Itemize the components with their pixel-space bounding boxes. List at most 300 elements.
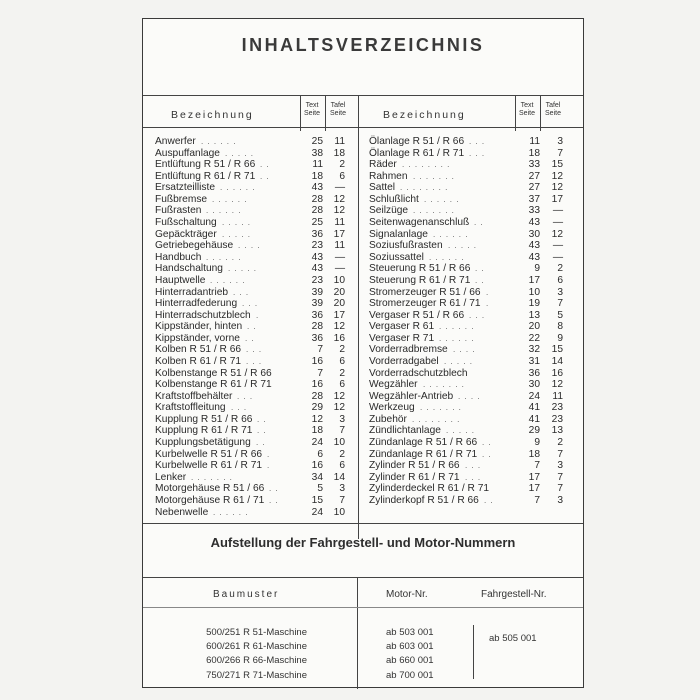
center-column-rule xyxy=(358,95,359,539)
toc-entry xyxy=(155,229,351,241)
toc-entry-text-page: 17 xyxy=(528,483,540,495)
toc-entry-tafel-page: 3 xyxy=(557,286,563,298)
toc-entry-leader: . . . xyxy=(246,345,263,355)
toc-entry-text-page: 6 xyxy=(317,448,323,460)
toc-entry-name: Kolbenstange R 51 / R 66 xyxy=(155,367,272,379)
toc-entry-name: Ölanlage R 61 / R 71 xyxy=(369,147,465,159)
motor-number: ab 603 001 xyxy=(386,641,434,653)
toc-entry-leader: . . xyxy=(482,438,492,448)
toc-entry-leader: . . . . . . xyxy=(433,229,469,239)
toc-entry-tafel-page: 2 xyxy=(339,344,345,356)
toc-entry-text-page: 7 xyxy=(317,344,323,356)
toc-entry-name: Kupplung R 51 / R 66 xyxy=(155,413,253,425)
toc-entry-leader: . . xyxy=(474,218,484,228)
toc-entry xyxy=(155,148,351,160)
toc-entry xyxy=(155,205,351,217)
toc-entry xyxy=(369,240,579,252)
toc-entry-text-page: 28 xyxy=(311,390,323,402)
toc-entry-text-page: 7 xyxy=(317,367,323,379)
toc-entry-name: Vorderradgabel xyxy=(369,355,439,367)
toc-entry-leader: . . . . . . xyxy=(439,322,475,332)
toc-entry-tafel-page: 7 xyxy=(557,471,563,483)
toc-entry xyxy=(155,321,351,333)
toc-entry-name: Auspuffanlage xyxy=(155,147,220,159)
toc-entry-text-page: 13 xyxy=(528,309,540,321)
toc-entry xyxy=(369,217,579,229)
toc-entry-leader: . . xyxy=(269,495,279,505)
toc-entry-name: Kraftstoffleitung xyxy=(155,402,226,414)
toc-entry xyxy=(369,298,579,310)
toc-entry-text-page: 7 xyxy=(534,494,540,506)
toc-entry-tafel-page: 7 xyxy=(557,448,563,460)
toc-entry xyxy=(155,356,351,368)
toc-entry-text-page: 18 xyxy=(311,170,323,182)
toc-entry-tafel-page: 3 xyxy=(557,494,563,506)
toc-entry-name: Vorderradschutzblech xyxy=(369,367,468,379)
toc-entry-name: Zündanlage R 51 / R 66 xyxy=(369,437,478,449)
toc-entry-leader: . . . xyxy=(465,472,482,482)
toc-entry-leader: . . . . . . xyxy=(220,183,256,193)
toc-entry-leader: . . xyxy=(256,438,266,448)
toc-entry-tafel-page: 12 xyxy=(333,390,345,402)
toc-entry xyxy=(369,414,579,426)
toc-entry-tafel-page: 2 xyxy=(339,367,345,379)
toc-entry xyxy=(369,287,579,299)
toc-entry-text-page: 43 xyxy=(528,251,540,263)
toc-entry-name: Vergaser R 71 xyxy=(369,332,435,344)
toc-entry xyxy=(369,136,579,148)
toc-entry-text-page: 38 xyxy=(311,147,323,159)
toc-entry-text-page: 11 xyxy=(529,136,540,147)
toc-entry-text-page: 32 xyxy=(528,344,540,356)
toc-entry-text-page: 34 xyxy=(311,471,323,483)
toc-entry-name: Zylinderkopf R 51 / R 66 xyxy=(369,494,479,506)
toc-entry-tafel-page: 6 xyxy=(339,355,345,367)
toc-entry-tafel-page: 11 xyxy=(552,390,563,402)
right-tafel-header xyxy=(541,102,565,118)
toc-entry-leader: . . xyxy=(257,414,267,424)
toc-entry xyxy=(155,310,351,322)
toc-entry-tafel-page: 6 xyxy=(339,379,345,391)
toc-entry xyxy=(369,379,579,391)
toc-entry-tafel-page: 15 xyxy=(551,159,563,171)
toc-entry-leader: . . . . . xyxy=(448,241,478,251)
toc-entry-leader: . . . . . . xyxy=(439,333,475,343)
toc-entry-text-page: 18 xyxy=(311,425,323,437)
toc-entry-leader: . . . . . . . xyxy=(191,472,233,482)
toc-entry xyxy=(369,472,579,484)
toc-entry-leader: . . . xyxy=(237,391,254,401)
toc-entry-text-page: 15 xyxy=(311,494,323,506)
toc-entry xyxy=(369,310,579,322)
toc-entry-tafel-page: 7 xyxy=(557,147,563,159)
toc-entry-name: Handschaltung xyxy=(155,263,223,275)
toc-entry-tafel-page: 16 xyxy=(333,332,345,344)
left-tafel-header-1: Tafel xyxy=(330,102,346,109)
toc-entry-name: Vorderradbremse xyxy=(369,344,448,356)
toc-entry-tafel-page: 3 xyxy=(339,413,345,425)
toc-entry-name: Kurbelwelle R 51 / R 66 xyxy=(155,448,263,460)
toc-entry-name: Motorgehäuse R 61 / 71 xyxy=(155,494,265,506)
toc-entry-text-page: 43 xyxy=(311,263,323,275)
toc-entry-text-page: 24 xyxy=(311,506,323,518)
toc-entry-tafel-page: 17 xyxy=(333,228,345,240)
toc-entry xyxy=(369,356,579,368)
toc-entry xyxy=(369,321,579,333)
toc-entry-leader: . . xyxy=(269,484,279,494)
toc-entry xyxy=(369,449,579,461)
toc-entry-text-page: 29 xyxy=(528,425,540,437)
toc-entry-leader: . xyxy=(486,299,490,309)
toc-entry-text-page: 30 xyxy=(528,379,540,391)
toc-entry-tafel-page: 18 xyxy=(333,147,345,159)
document-page xyxy=(142,18,584,688)
toc-entry-leader: . . xyxy=(475,275,485,285)
toc-entry-tafel-page: 5 xyxy=(557,309,563,321)
toc-entry-leader: . xyxy=(267,449,271,459)
toc-entry-text-page: 16 xyxy=(311,460,323,472)
toc-entry-text-page: 33 xyxy=(528,159,540,171)
toc-entry-name: Zylinder R 51 / R 66 xyxy=(369,460,460,472)
toc-entry-name: Rahmen xyxy=(369,170,408,182)
toc-entry-leader: . . . . xyxy=(458,391,481,401)
toc-entry xyxy=(369,275,579,287)
toc-entry-text-page: 43 xyxy=(528,240,540,252)
toc-entry-name: Zündlichtanlage xyxy=(369,425,441,437)
toc-entry-leader: . . . . . xyxy=(222,229,252,239)
toc-entry-name: Anwerfer xyxy=(155,136,196,147)
toc-entry xyxy=(155,275,351,287)
toc-entry-name: Soziussattel xyxy=(369,251,424,263)
toc-entry xyxy=(369,495,579,507)
toc-entry-leader: . . . xyxy=(465,461,482,471)
right-tafel-header-1: Tafel xyxy=(545,102,561,109)
toc-entry-name: Vergaser R 61 xyxy=(369,321,435,333)
toc-entry-text-page: 17 xyxy=(528,471,540,483)
toc-entry-tafel-page: 16 xyxy=(551,367,563,379)
toc-entry-tafel-page: 12 xyxy=(333,402,345,414)
toc-entry-text-page: 39 xyxy=(311,298,323,310)
toc-entry-text-page: 43 xyxy=(311,251,323,263)
toc-entry-leader: . . . . . . . . xyxy=(400,183,449,193)
toc-entry-text-page: 41 xyxy=(528,402,540,414)
toc-entry-text-page: 28 xyxy=(311,205,323,217)
toc-entry-tafel-page: — xyxy=(334,251,345,263)
toc-entry-tafel-page: 10 xyxy=(333,274,345,286)
toc-entry-leader: . . . xyxy=(231,403,248,413)
toc-entry-tafel-page: — xyxy=(552,217,563,229)
toc-entry-text-page: 7 xyxy=(534,460,540,472)
toc-entry-leader: . . . . . . xyxy=(210,275,246,285)
toc-entry-text-page: 36 xyxy=(311,228,323,240)
toc-entry xyxy=(369,263,579,275)
toc-entry-name: Zündanlage R 61 / R 71 xyxy=(369,448,478,460)
toc-entry xyxy=(369,425,579,437)
toc-entry xyxy=(369,194,579,206)
toc-entry-text-page: 28 xyxy=(311,321,323,333)
toc-entry-text-page: 5 xyxy=(317,483,323,495)
toc-entry-text-page: 23 xyxy=(311,240,323,252)
toc-entry xyxy=(369,368,579,380)
toc-entry xyxy=(155,425,351,437)
toc-entry xyxy=(155,159,351,171)
toc-entry-leader: . . . . . xyxy=(446,426,476,436)
toc-entry-tafel-page: — xyxy=(552,205,563,217)
toc-entry-leader: . . xyxy=(484,495,494,505)
toc-entry-text-page: 9 xyxy=(534,263,540,275)
toc-entry-leader: . . . . . . . . xyxy=(412,414,461,424)
toc-entry-text-page: 31 xyxy=(528,355,540,367)
toc-entry xyxy=(369,333,579,345)
toc-entry-tafel-page: 12 xyxy=(333,193,345,205)
toc-entry-leader: . . . xyxy=(246,356,263,366)
model-name: 500/251 R 51-Maschine xyxy=(206,627,307,638)
toc-entry-tafel-page: 23 xyxy=(551,413,563,425)
toc-entry xyxy=(155,333,351,345)
toc-entry-tafel-page: 9 xyxy=(557,332,563,344)
toc-entry-leader: . . . . . . . xyxy=(420,403,462,413)
toc-entry-tafel-page: 2 xyxy=(557,437,563,449)
toc-entry xyxy=(369,344,579,356)
divider xyxy=(143,95,583,96)
toc-entry xyxy=(369,483,579,495)
toc-entry-text-page: 28 xyxy=(311,193,323,205)
toc-entry xyxy=(369,437,579,449)
left-name-header: Bezeichnung xyxy=(171,109,254,121)
toc-entry-name: Steuerung R 51 / R 66 xyxy=(369,263,471,275)
toc-entry-text-page: 19 xyxy=(528,298,540,310)
toc-entry-text-page: 41 xyxy=(528,413,540,425)
toc-entry-name: Zubehör xyxy=(369,413,407,425)
toc-entry-name: Wegzähler xyxy=(369,379,418,391)
toc-entry-text-page: 30 xyxy=(528,228,540,240)
right-tafel-rule xyxy=(540,95,541,131)
toc-entry xyxy=(155,136,351,148)
toc-entry-tafel-page: 14 xyxy=(333,471,345,483)
left-text-header-2: Seite xyxy=(304,110,320,117)
fahrgestell-value: ab 505 001 xyxy=(489,633,537,644)
toc-entry xyxy=(155,217,351,229)
left-tafel-rule xyxy=(325,95,326,131)
toc-entry-leader: . . . . . . xyxy=(429,252,465,262)
toc-entry xyxy=(369,171,579,183)
toc-entry-text-page: 29 xyxy=(311,402,323,414)
toc-entry-text-page: 36 xyxy=(528,367,540,379)
toc-entry-name: Räder xyxy=(369,159,397,171)
toc-entry-tafel-page: 12 xyxy=(333,321,345,333)
toc-entry-name: Fußrasten xyxy=(155,205,202,217)
toc-entry-tafel-page: 23 xyxy=(551,402,563,414)
page-title: INHALTSVERZEICHNIS xyxy=(241,35,485,55)
toc-entry-name: Kolben R 51 / R 66 xyxy=(155,344,242,356)
toc-entry xyxy=(155,194,351,206)
toc-entry-name: Hinterradantrieb xyxy=(155,286,229,298)
right-text-header-2: Seite xyxy=(519,110,535,117)
toc-entry-leader: . . . . . xyxy=(444,356,474,366)
toc-entry xyxy=(369,402,579,414)
toc-entry-tafel-page: 8 xyxy=(557,321,563,333)
toc-entry-name: Werkzeug xyxy=(369,402,415,414)
left-text-header xyxy=(301,102,323,118)
toc-entry-leader: . . xyxy=(257,426,267,436)
toc-entry-leader: . . . . . . xyxy=(212,194,248,204)
toc-entry-name: Entlüftung R 61 / R 71 xyxy=(155,170,256,182)
toc-entry-tafel-page: 3 xyxy=(557,136,563,147)
toc-entry-name: Getriebegehäuse xyxy=(155,240,234,252)
left-tafel-header-2: Seite xyxy=(330,110,346,117)
toc-entry-text-page: 33 xyxy=(528,205,540,217)
toc-entry xyxy=(155,483,351,495)
toc-entry-name: Vergaser R 51 / R 66 xyxy=(369,309,465,321)
section-title: Aufstellung der Fahrgestell- und Motor-Nummern xyxy=(210,535,516,550)
toc-entry-name: Steuerung R 61 / R 71 xyxy=(369,274,471,286)
motor-nr-header: Motor-Nr. xyxy=(386,589,428,600)
toc-entry-leader: . . . . . . . xyxy=(423,380,465,390)
toc-entry-leader: . . . . . xyxy=(225,148,255,158)
toc-entry-name: Schlußlicht xyxy=(369,193,419,205)
toc-entry-tafel-page: 11 xyxy=(334,136,345,147)
toc-entry-tafel-page: 7 xyxy=(339,425,345,437)
toc-entry-name: Zylinderdeckel R 61 / R 71 xyxy=(369,483,490,495)
toc-entry-text-page: 23 xyxy=(311,274,323,286)
toc-entry-tafel-page: 6 xyxy=(557,274,563,286)
right-entry-list xyxy=(369,136,579,507)
toc-entry-tafel-page: — xyxy=(334,263,345,275)
toc-entry-leader: . . xyxy=(245,333,255,343)
toc-entry-name: Kurbelwelle R 61 / R 71 xyxy=(155,460,263,472)
toc-entry xyxy=(155,368,351,380)
toc-entry-leader: . . . xyxy=(469,310,486,320)
toc-entry-name: Kolbenstange R 61 / R 71 xyxy=(155,379,272,391)
toc-entry-name: Ersatzteilliste xyxy=(155,182,216,194)
toc-entry-leader: . . . . xyxy=(453,345,476,355)
left-text-header-1: Text xyxy=(305,102,319,109)
toc-entry-tafel-page: 2 xyxy=(339,448,345,460)
toc-entry-text-page: 27 xyxy=(528,182,540,194)
toc-entry-name: Soziusfußrasten xyxy=(369,240,443,252)
toc-entry-tafel-page: 12 xyxy=(551,182,563,194)
left-entry-list xyxy=(155,136,351,518)
toc-entry-text-page: 12 xyxy=(311,413,323,425)
toc-entry-tafel-page: 10 xyxy=(333,506,345,518)
model-name: 600/266 R 66-Maschine xyxy=(206,655,307,667)
toc-entry xyxy=(155,252,351,264)
toc-entry-tafel-page: 6 xyxy=(339,170,345,182)
toc-entry-name: Nebenwelle xyxy=(155,506,209,518)
fahrgestell-brace xyxy=(473,625,474,679)
toc-entry-tafel-page: 6 xyxy=(339,460,345,472)
toc-entry-leader: . . xyxy=(247,322,257,332)
toc-entry-tafel-page: — xyxy=(552,240,563,252)
toc-entry-text-page: 27 xyxy=(528,170,540,182)
toc-entry xyxy=(155,472,351,484)
toc-entry xyxy=(155,437,351,449)
toc-entry-name: Kupplungsbetätigung xyxy=(155,437,251,449)
toc-entry-tafel-page: 17 xyxy=(333,309,345,321)
toc-entry xyxy=(155,449,351,461)
toc-entry-name: Fußschaltung xyxy=(155,217,217,229)
table-top-divider xyxy=(143,577,583,578)
toc-entry-name: Wegzähler-Antrieb xyxy=(369,390,454,402)
toc-entry-name: Hinterradschutzblech xyxy=(155,309,251,321)
toc-entry-leader: . . xyxy=(260,171,270,181)
toc-entry-leader: . xyxy=(486,287,490,297)
toc-entry-tafel-page: 12 xyxy=(551,228,563,240)
toc-entry-leader: . . . . . . xyxy=(206,206,242,216)
toc-entry-name: Signalanlage xyxy=(369,228,428,240)
right-text-rule xyxy=(515,95,516,131)
toc-entry-leader: . . . . . . xyxy=(206,252,242,262)
toc-entry-leader: . . xyxy=(475,264,485,274)
motor-number: ab 503 001 xyxy=(386,627,434,638)
toc-entry-tafel-page: 13 xyxy=(551,425,563,437)
toc-entry xyxy=(155,263,351,275)
right-text-header xyxy=(516,102,538,118)
right-name-header: Bezeichnung xyxy=(383,109,466,121)
model-name: 600/261 R 61-Maschine xyxy=(206,641,307,653)
toc-entry xyxy=(155,495,351,507)
toc-entry xyxy=(369,391,579,403)
toc-entry-name: Ölanlage R 51 / R 66 xyxy=(369,136,465,147)
toc-entry-leader: . . . . . . xyxy=(424,194,460,204)
toc-entry-tafel-page: 14 xyxy=(551,355,563,367)
toc-entry xyxy=(369,148,579,160)
toc-entry-text-page: 10 xyxy=(528,286,540,298)
header-divider xyxy=(143,127,583,128)
toc-entry-tafel-page: 20 xyxy=(333,286,345,298)
toc-entry-text-page: 22 xyxy=(528,332,540,344)
toc-entry-name: Hinterradfederung xyxy=(155,298,238,310)
toc-entry-name: Kupplung R 61 / R 71 xyxy=(155,425,253,437)
toc-entry-tafel-page: 2 xyxy=(557,263,563,275)
left-tafel-header xyxy=(326,102,350,118)
toc-entry-leader: . . . . . . . xyxy=(413,171,455,181)
toc-entry xyxy=(155,298,351,310)
toc-entry-tafel-page: — xyxy=(552,251,563,263)
toc-entry xyxy=(155,402,351,414)
toc-entry-name: Hauptwelle xyxy=(155,274,206,286)
toc-entry-text-page: 20 xyxy=(528,321,540,333)
toc-entry-name: Fußbremse xyxy=(155,193,208,205)
toc-entry xyxy=(155,414,351,426)
toc-entry xyxy=(155,182,351,194)
toc-entry-name: Stromerzeuger R 61 / 71 xyxy=(369,298,481,310)
toc-entry-name: Kolben R 61 / R 71 xyxy=(155,355,242,367)
toc-entry-name: Kraftstoffbehälter xyxy=(155,390,233,402)
toc-entry-text-page: 16 xyxy=(311,355,323,367)
toc-entry-leader: . . . . . xyxy=(222,218,252,228)
toc-entry-tafel-page: 12 xyxy=(333,205,345,217)
toc-entry-text-page: 17 xyxy=(528,274,540,286)
toc-entry-leader: . . . . . . xyxy=(201,137,237,146)
toc-entry-leader: . . xyxy=(482,449,492,459)
toc-entry-tafel-page: 7 xyxy=(339,494,345,506)
toc-entry-tafel-page: 11 xyxy=(334,240,345,252)
fahrgestell-nr-header: Fahrgestell-Nr. xyxy=(481,589,547,600)
toc-entry-leader: . xyxy=(267,461,271,471)
toc-entry-leader: . . xyxy=(260,160,270,170)
toc-entry-text-page: 24 xyxy=(528,390,540,402)
left-text-rule xyxy=(300,95,301,131)
toc-entry xyxy=(155,344,351,356)
toc-entry-leader: . . . . . xyxy=(228,264,258,274)
toc-entry xyxy=(155,379,351,391)
motor-number: ab 660 001 xyxy=(386,655,434,667)
motor-number: ab 700 001 xyxy=(386,669,434,681)
toc-entry xyxy=(369,229,579,241)
toc-entry xyxy=(369,182,579,194)
model-name: 750/271 R 71-Maschine xyxy=(206,669,307,681)
